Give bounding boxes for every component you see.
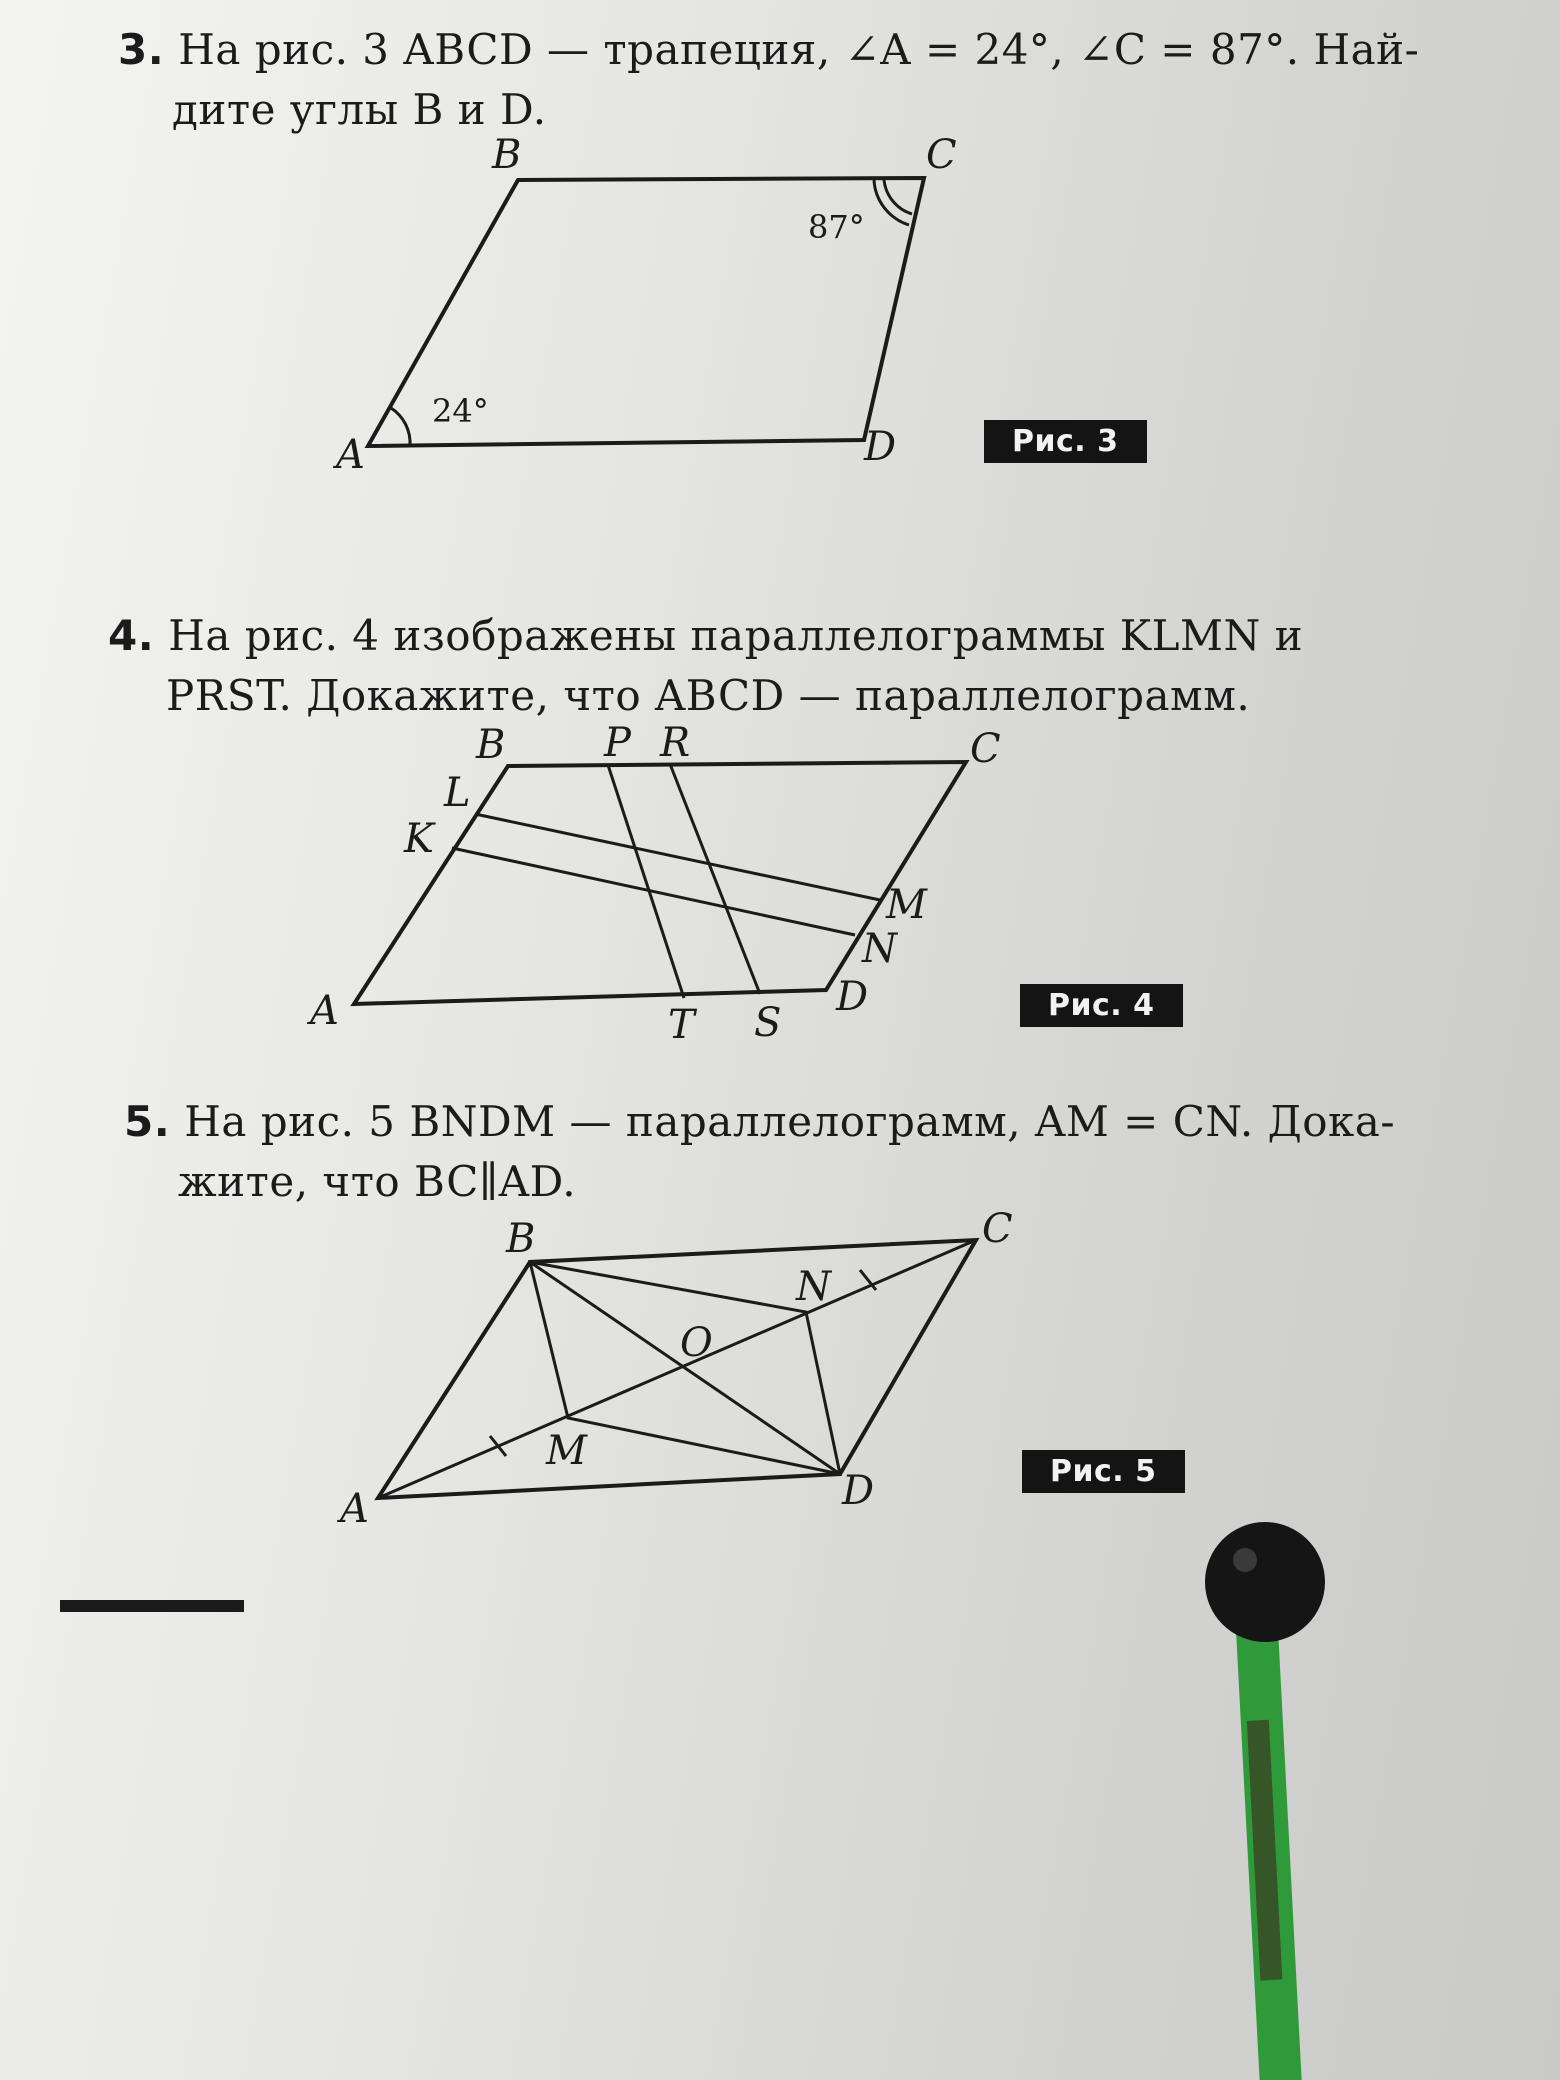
fig4-label-l: L bbox=[444, 770, 471, 816]
fig4-label-a: A bbox=[310, 988, 339, 1034]
problem-4-line-2: PRST. Докажите, что ABCD — параллелограмм. bbox=[166, 670, 1251, 720]
fig5-label-c: C bbox=[982, 1206, 1013, 1252]
fig4-label-b: B bbox=[476, 722, 506, 768]
problem-5-number: 5. bbox=[124, 1097, 171, 1146]
figure-4-caption: Рис. 4 bbox=[1020, 984, 1183, 1027]
pencil-icon bbox=[1200, 1520, 1330, 2080]
diagonal-ac bbox=[378, 1240, 976, 1498]
fig4-label-t: T bbox=[668, 1002, 695, 1048]
problem-3-line-1: На рис. 3 ABCD — трапеция, ∠A = 24°, ∠C = 87°. Най- bbox=[178, 25, 1420, 74]
fig4-label-k: K bbox=[404, 816, 434, 862]
fig5-label-b: B bbox=[506, 1216, 536, 1262]
figure-3-caption: Рис. 3 bbox=[984, 420, 1147, 463]
problem-4-line-1: На рис. 4 изображены параллелограммы KLMN и bbox=[168, 611, 1304, 660]
fig3-label-c: C bbox=[926, 132, 957, 178]
fig3-label-b: B bbox=[492, 132, 522, 178]
fig4-label-r: R bbox=[660, 720, 691, 766]
figure-5-caption: Рис. 5 bbox=[1022, 1450, 1185, 1493]
angle-c-value: 87° bbox=[808, 208, 865, 246]
fig5-label-a: A bbox=[340, 1486, 369, 1532]
fig5-label-m: M bbox=[546, 1428, 587, 1474]
fig4-label-c: C bbox=[970, 726, 1001, 772]
fig4-label-n: N bbox=[862, 926, 897, 972]
problem-3-line-2: дите углы B и D. bbox=[172, 84, 547, 134]
problem-4-number: 4. bbox=[108, 611, 155, 660]
angle-a-value: 24° bbox=[432, 392, 489, 430]
section-divider bbox=[60, 1600, 244, 1612]
fig5-label-n: N bbox=[796, 1264, 831, 1310]
tick-mark-am bbox=[490, 1436, 506, 1456]
fig4-label-d: D bbox=[836, 974, 869, 1020]
problem-5-line-2: жите, что BC∥AD. bbox=[178, 1156, 577, 1206]
fig4-label-p: P bbox=[604, 720, 631, 766]
fig4-label-m: M bbox=[886, 882, 927, 928]
problem-3-number: 3. bbox=[118, 25, 165, 74]
fig4-label-s: S bbox=[754, 1000, 782, 1046]
fig5-label-o: O bbox=[680, 1320, 713, 1366]
fig3-label-d: D bbox=[864, 424, 897, 470]
problem-5-line-1: На рис. 5 BNDM — параллелограмм, AM = CN. Дока- bbox=[184, 1097, 1396, 1146]
fig5-label-d: D bbox=[842, 1468, 875, 1514]
fig3-label-a: A bbox=[336, 432, 365, 478]
